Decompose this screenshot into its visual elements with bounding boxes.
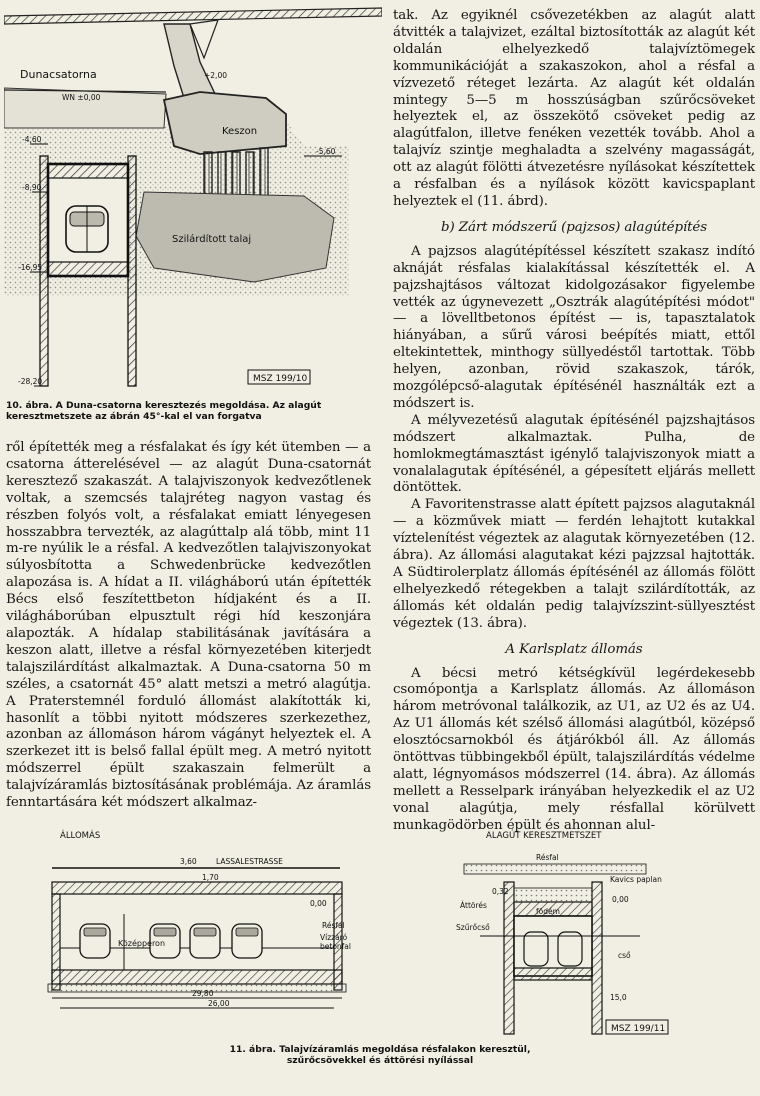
fig11-tunnel-title: ALAGÚT KERESZTMETSZET <box>486 831 602 841</box>
fig10-level-890: -8,90 <box>22 183 42 192</box>
fig11-breakthrough: Áttörés <box>460 901 487 910</box>
section-heading-karlsplatz: A Karlsplatz állomás <box>505 641 643 657</box>
fig11-dim-032: 0,32 <box>492 887 509 896</box>
fig10-level-1695: -16,95 <box>18 263 43 272</box>
section-heading-b: b) Zárt módszerű (pajzsos) alagútépítés <box>441 219 707 235</box>
fig11-dim-170: 1,70 <box>202 873 219 882</box>
right-paragraph: A bécsi metró kétségkívül legérdekesebb csomópontja a Karlsplatz állomás. Az állomáson három metróvonal találkozik, az U1, az U2 és az U4. Az U1 állomás két szélső állomási alagútból, középső elosztócsarnokból és átjárókból áll. Az állomás öntöttvas tübbingekből épült, talajszilárdítás védelme alatt, légnyomásos módszerrel (14. ábra). Az állomás mellett a Resselpark irányában helyezkedik el az U2 vonal alagútja, mely résfallal körülvett munkagödörben épült és ahonnan alul- <box>393 665 755 833</box>
fig11-stamp: MSZ 199/11 <box>611 1024 666 1034</box>
fig11-level-000: 0,00 <box>310 899 327 908</box>
right-paragraph: A Favoritenstrasse alatt épített pajzsos alagutaknál — a közművek miatt — ferdén lehajtott kutakkal víztelenítést végeztek az alagutak környezetében (12. ábra). Az állomási alagutakat kézi pajzzsal hajtották. A Südtirolerplatz állomás építésénél az állomás fölött elhelyezkedő rétegekben a talajt szilárdították, az állomás két oldalán pedig talajvízszint-süllyesztést végeztek (13. ábra). <box>393 497 755 631</box>
fig11-center-platform: Középperon <box>118 939 166 948</box>
fig11-watertight-concrete-2: betonfal <box>320 942 351 951</box>
fig11-pipe: cső <box>618 951 631 960</box>
fig10-level-2820: -28,20 <box>18 377 43 386</box>
figure-10 <box>4 6 382 396</box>
figure-11-caption <box>0 1044 760 1066</box>
fig11-street-name: LASSALESTRASSE <box>216 857 283 866</box>
fig10-caisson-label: Keszon <box>222 126 258 137</box>
fig11-slab: födém <box>536 907 560 916</box>
figure-11 <box>40 824 740 1044</box>
fig11-watertight-concrete-1: Vízzáró <box>320 933 348 942</box>
fig11-r-diaphragm-wall: Résfal <box>536 853 559 862</box>
fig10-level-200: +2,00 <box>204 71 227 80</box>
figure-11-caption-line1: 11. ábra. Talajvízáramlás megoldása résfalakon keresztül, <box>229 1044 531 1055</box>
left-column <box>6 440 371 812</box>
figure-11-caption-line2: szűrőcsövekkel és áttörési nyílással <box>286 1055 474 1066</box>
right-paragraph: tak. Az egyiknél csővezetékben az alagút alatt átvitték a talajvizet, ezáltal biztosították az alagút két oldalán elhelyezkedő talajvíztömegek kommunikációját a szakaszokon, ahol a résfal a vízvezető réteget lezárta. Az alagút két oldalán mintegy 5—5 m hosszúságban szűrőcsöveket helyeztek el, az összekötő csöveket pedig az alagútfalon, illetve fenéken vezették tovább. Ahol a talajvíz szintje meghaladta a szelvény magasságát, ott az alagút fölötti átvezetésre nyílásokat készítettek a résfalban és a nyílások között kavicspaplant helyeztek el (11. ábrd). <box>393 8 755 209</box>
fig11-station-title: ÁLLOMÁS <box>60 831 101 841</box>
right-paragraph: A pajzsos alagútépítéssel készített szakasz indító aknáját résfalas kialakítással készítették el. A pajzshajtásos változat kidolgozásakor figyelembe vették az úgynevezett „Osztrák alagútépítési módot" — a lövelltbetonos építést — is, tapasztalatok hiányában, a sűrű városi beépítés miatt, ettől eltekintettek, minthogy süllyedéstől tartottak. Több helyen, azonban, rövid szakaszok, tárók, mozgólépcső-alagutak építésénél használták ezt a módszert is. <box>393 243 755 411</box>
fig11-level-street: 3,60 <box>180 857 197 866</box>
left-paragraph: ről építették meg a résfalakat és így két ütemben — a csatorna átterelésével — az alagút Duna-csatornát keresztező szakaszát. A talajviszonyok kedvezőtlenek voltak, a szemcsés talajréteg nagyon vastag és részben folyós volt, a résfalakat emiatt lényegesen hosszabbra tervezték, az alagúttalp alá több, mint 11 m-re nyúlik le a résfal. A kedvezőtlen talajviszonyokat súlyosbította a Schwedenbrücke kedvezőtlen alapozása is. A hídat a II. világháború után építették Bécs első feszítettbeton hídjaként és a II. világháborúban elpusztult régi híd keszonjára alapozták. A hídalap stabilitásának javítására a keszon alatt, illetve a résfal környezetében kiterjedt talajszilárdítást alkalmaztak. A Duna-csatorna 50 m széles, a csatornát 45° alatt metszi a metró alagútja. A Praterstemnél forduló állomást alakították ki, hasonlít a többi nyitott módszeres szerkezethez, azonban az állomáson három vágányt helyeztek el. A szerkezet itt is belső fallal épült meg. A metró nyitott módszerrel épült szakaszain felmerült a talajvízáramlás biztosításának problémája. Az áramlás fenntartására két módszert alkalmaz- <box>6 440 371 811</box>
fig10-level-560: -5,60 <box>316 147 336 156</box>
fig10-water-level: WN ±0,00 <box>62 93 101 102</box>
right-paragraph: A mélyvezetésű alagutak építésénél pajzshajtásos módszert alkalmaztak. Pulha, de homlokmegtámasztást igénylő talajviszonyok miatt a vonalalagutak építésénél, a gépesített eljárás mellett döntöttek. <box>393 412 755 496</box>
fig11-filter-pipe: Szűrőcső <box>456 923 490 932</box>
fig10-canal-label: Dunacsatorna <box>20 68 97 81</box>
fig11-diaphragm-wall: Résfal <box>322 921 345 930</box>
fig11-r-level-000: 0,00 <box>612 895 629 904</box>
fig10-level-460: -4,60 <box>22 135 42 144</box>
fig11-dim-2600: 26,00 <box>208 999 230 1008</box>
figure-10-caption: 10. ábra. A Duna-csatorna keresztezés megoldása. Az alagút keresztmetszete az ábrán 45°-kal el van forgatva <box>6 400 322 422</box>
fig11-dim-2980: 29,80 <box>192 989 214 998</box>
fig11-r-level-150: 15,0 <box>610 993 627 1002</box>
fig10-stamp: MSZ 199/10 <box>253 374 308 384</box>
right-column <box>393 8 755 835</box>
fig10-stabilized-soil: Szilárdított talaj <box>172 234 252 245</box>
fig11-gravel-blanket: Kavics paplan <box>610 875 662 884</box>
